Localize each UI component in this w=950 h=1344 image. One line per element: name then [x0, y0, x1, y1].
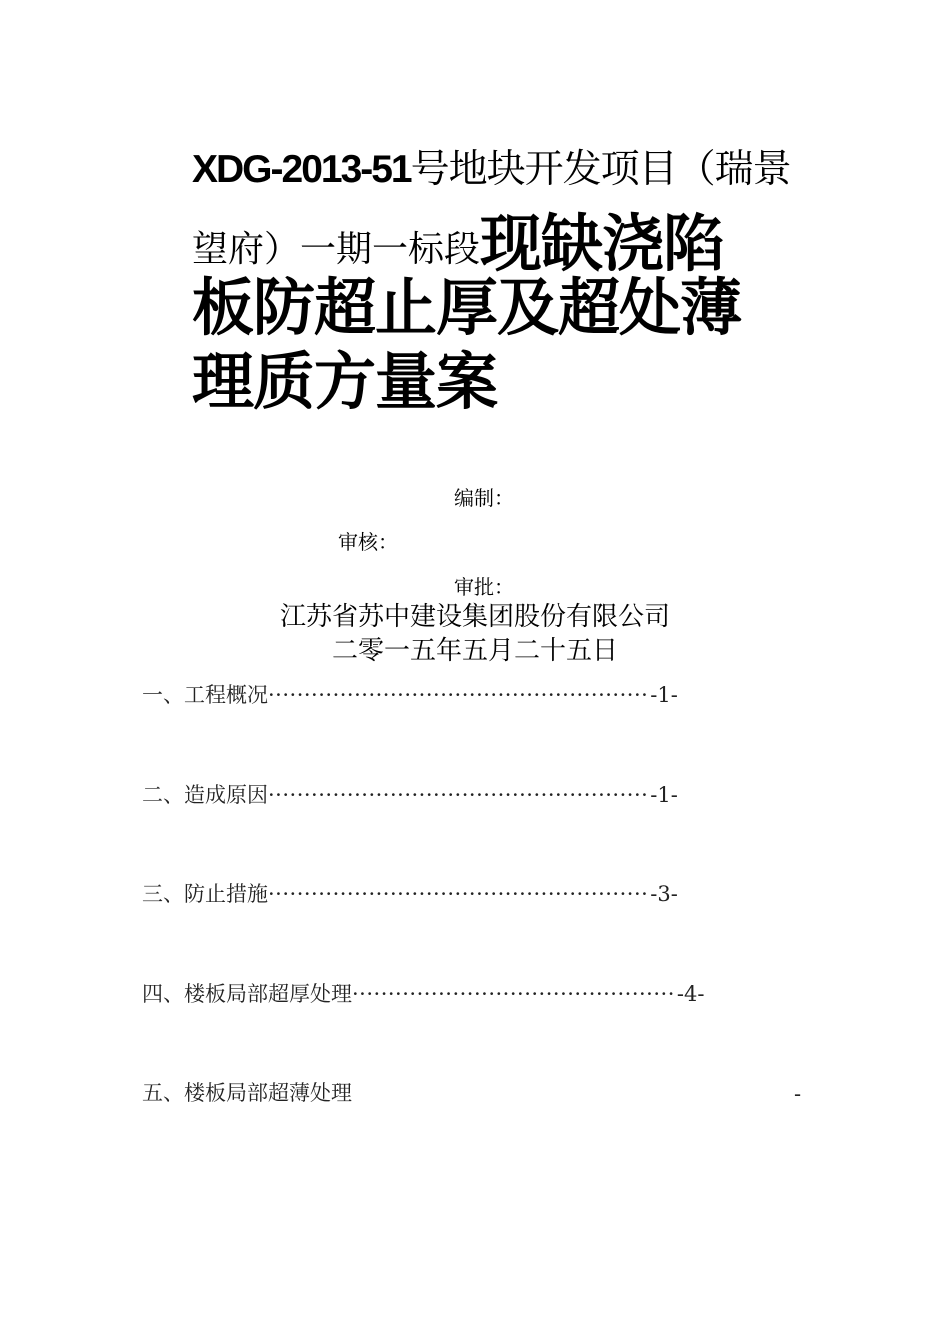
toc-page-number: - — [794, 1082, 802, 1106]
title-line-1 — [192, 138, 791, 194]
toc-item[interactable] — [142, 679, 678, 709]
toc-leader: ····················································· — [268, 783, 649, 807]
toc-page-number: -4- — [676, 982, 705, 1006]
compiled-by-label: 编制： — [454, 486, 514, 510]
toc-item[interactable] — [142, 779, 678, 809]
toc-item-label: 五、楼板局部超薄处理 — [142, 1081, 352, 1105]
document-date: 二零一五年五月二十五日 — [331, 636, 618, 666]
toc-leader: ····················································· — [268, 683, 649, 707]
toc-item-label: 四、楼板局部超厚处理 — [142, 982, 352, 1006]
toc-leader: ············································· — [352, 982, 675, 1006]
reviewed-by-label: 审核： — [338, 530, 398, 554]
toc-page-number: -3- — [650, 882, 678, 906]
toc-leader: ····················································· — [268, 882, 649, 906]
approved-by-label: 审批： — [454, 575, 514, 599]
title-line-2-big: 现缺浇陷 — [480, 207, 725, 280]
toc-item[interactable] — [142, 978, 704, 1008]
toc-item[interactable] — [142, 878, 678, 908]
toc-item-label: 二、造成原因 — [142, 783, 268, 807]
toc-item-label: 一、工程概况 — [142, 683, 268, 707]
title-line-2-small: 望府）一期一标段 — [192, 229, 481, 270]
toc-item[interactable] — [142, 1077, 352, 1107]
title-line-4: 理质方量案 — [192, 345, 498, 418]
project-code: XDG-2013-51 — [192, 148, 411, 191]
title-line-3: 板防超止厚及超处薄 — [192, 271, 742, 344]
toc-page-number: -1- — [650, 783, 678, 807]
company-name: 江苏省苏中建设集团股份有限公司 — [279, 602, 670, 632]
title-line-1-text: 号地块开发项目（瑞景 — [410, 147, 791, 192]
toc-page-number: -1- — [650, 683, 678, 707]
toc-item-label: 三、防止措施 — [142, 882, 268, 906]
